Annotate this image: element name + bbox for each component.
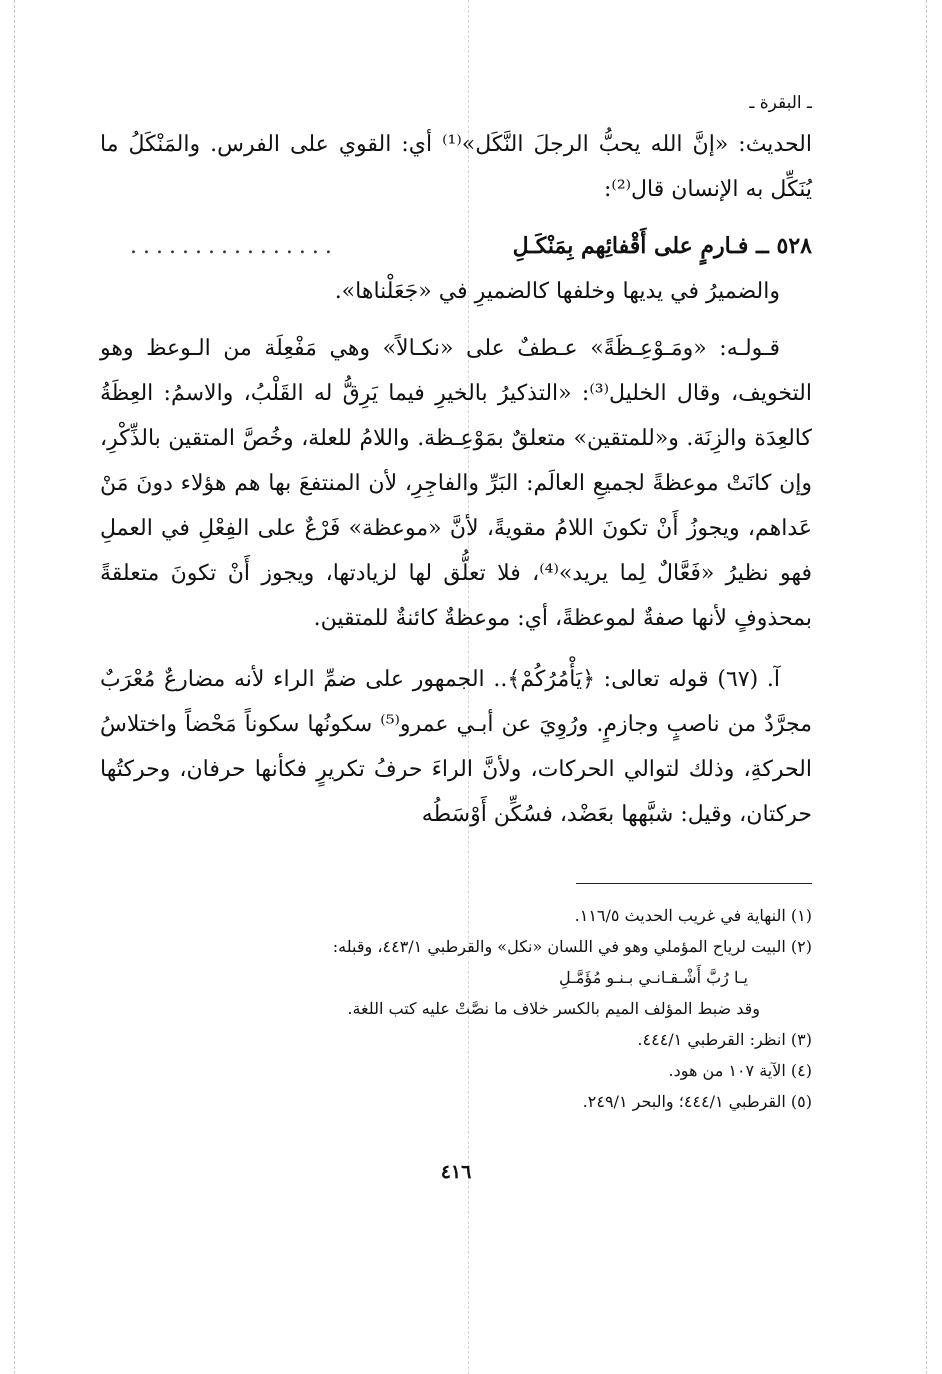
footnote-2: (٢) البيت لرياح المؤملي وهو في اللسان «نكل» والقرطبي ٤٤٣/١، وقبله: <box>332 937 812 956</box>
verse-528-text: ٥٢٨ ــ فـارمٍ على أَقْفائِهم بِمَنْكَـلِ <box>512 233 812 259</box>
book-page <box>100 90 812 1183</box>
footnote-4: (٤) الآية ١٠٧ من هود. <box>668 1061 812 1080</box>
scan-fold-line-left <box>14 0 15 1374</box>
footnote-3: (٣) انظر: القرطبي ٤٤٤/١. <box>637 1030 812 1049</box>
verse-528-dots: ................ <box>130 234 338 259</box>
running-head: ـ البقرة ـ <box>749 93 812 113</box>
paragraph-pronoun: والضميرُ في يديها وخلفها كالضميرِ في «جَعَلْناها». <box>334 279 780 304</box>
scan-fold-line-right <box>926 0 927 1374</box>
footnote-2-note: وقد ضبط المؤلف الميم بالكسر خلاف ما نصَّتْ عليه كتب اللغة. <box>347 999 760 1018</box>
footnote-separator <box>576 883 812 884</box>
paragraph-ayah-67: آ. (٦٧) قوله تعالى: ﴿يَأْمُرُكُمْ﴾.. الجمهور على ضمِّ الراء لأنه مضارعٌ مُعْرَبٌ مجرَّدٌ من ناصبٍ وجازمٍ. ورُوِيَ عن أبـي عمرو⁽⁵⁾ سكونُها سكوناً مَحْضاً واختلاسُ الحركةِ، وذلك لتوالي الحركات، ولأنَّ الراءَ حرفُ تكريرٍ فكأنها حرفان، وحركتُها حركتان، وقيل: شبَّهها بعَضْد، فسُكِّن أَوْسَطُه <box>100 667 812 827</box>
footnote-5: (٥) القرطبي ٤٤٤/١؛ والبحر ٢٤٩/١. <box>582 1092 812 1111</box>
footnotes <box>100 900 812 1117</box>
footnote-2-verse: يـا رُبَّ أَشْـقـانـي بـنـو مُؤَمَّـلِ <box>559 968 748 987</box>
footnote-1: (١) النهاية في غريب الحديث ١١٦/٥. <box>574 906 812 925</box>
page-number: ٤١٦ <box>440 1161 472 1183</box>
verse-528 <box>100 224 812 269</box>
paragraph-mawiza: قـولـه: «ومَـوْعِـظَةً» عـطفٌ على «نكـالاً» وهي مَفْعِلَة من الـوعظ وهو التخويف، وقال الخليل⁽³⁾: «التذكيرُ بالخيرِ فيما يَرِقُّ له القَلْبُ، والاسمُ: العِظَةُ كالعِدَة والزِنَة. و«للمتقين» متعلقٌ بمَوْعِـظة. واللامُ للعلة، وخُصَّ المتقين بالذِّكْرِ، وإن كانَتْ موعظةً لجميعِ العالَم: البَرِّ والفاجِرِ، لأن المنتفعَ بها هم هؤلاء دونَ مَنْ عَداهم، ويجوزُ أَنْ تكونَ اللامُ مقويةً، لأنَّ «موعظة» فَرْعٌ على الفِعْلِ في العملِ فهو نظيرُ «فَعَّالٌ لِما يريد»⁽⁴⁾، فلا تعلُّق لها لزيادتها، ويجوز أَنْ تكونَ متعلقةً بمحذوفٍ لأنها صفةٌ لموعظةً، أي: موعظةٌ كائنةٌ للمتقين. <box>100 336 812 631</box>
paragraph-hadith: الحديث: «إنَّ الله يحبُّ الرجلَ النَّكَل»⁽¹⁾ أي: القوي على الفرس. والمَنْكَلُ ما يُنَكِّل به الإنسان قال⁽²⁾: <box>100 132 812 202</box>
